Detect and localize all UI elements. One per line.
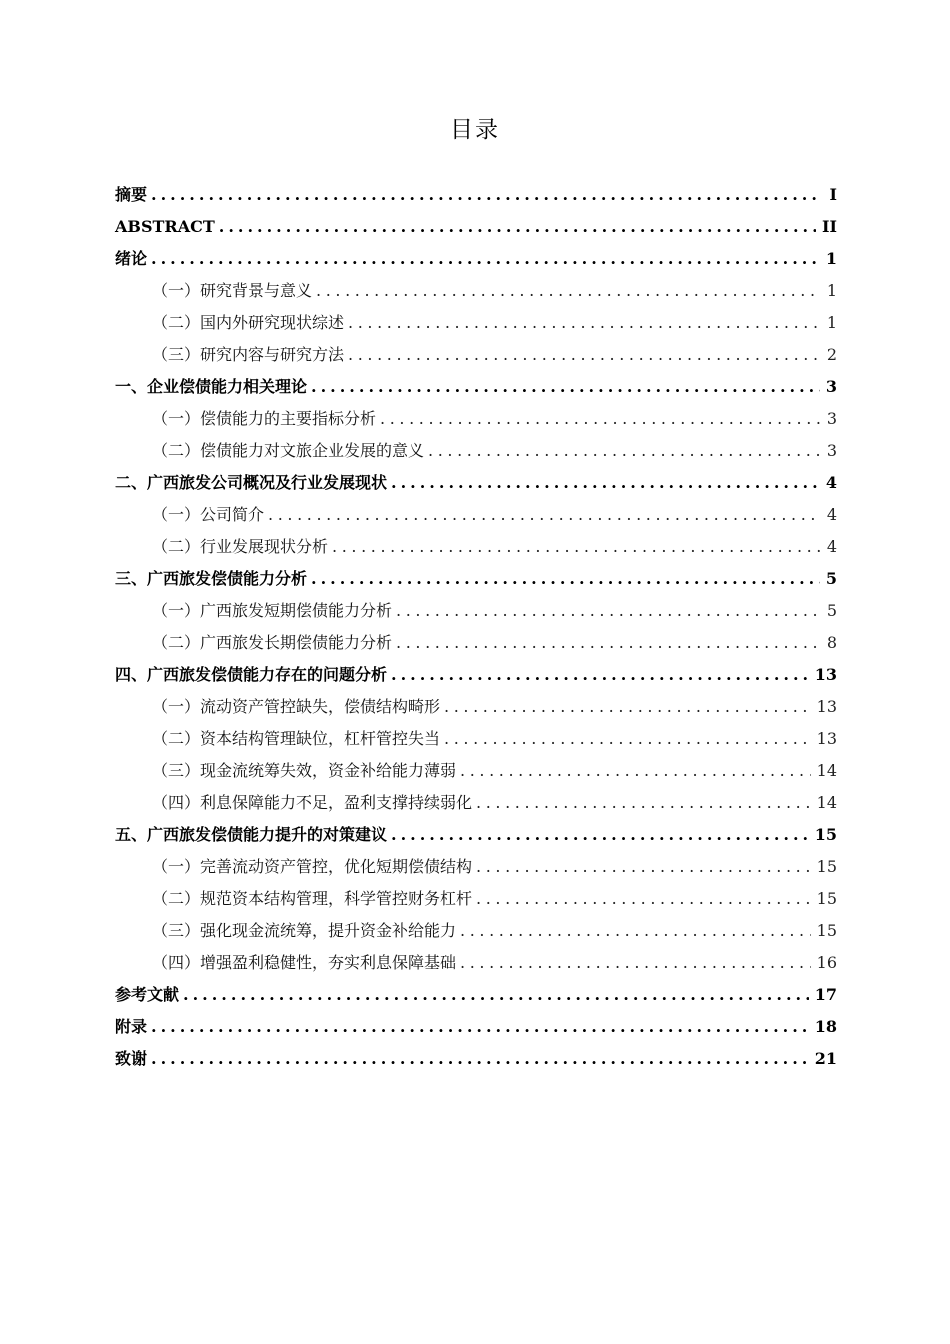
- toc-section-entry[interactable]: [115, 435, 837, 467]
- toc-dot-leader: [444, 691, 811, 723]
- toc-entry-label: （二）资本结构管理缺位，杠杆管控失当: [152, 729, 441, 748]
- toc-chapter-entry[interactable]: [115, 1011, 837, 1043]
- toc-dot-leader: [151, 1011, 809, 1043]
- toc-entry-label: （二）行业发展现状分析: [152, 537, 329, 556]
- toc-page-number: 1: [826, 281, 837, 300]
- toc-entry-label: 参考文献: [115, 985, 180, 1004]
- toc-page-number: 15: [814, 825, 837, 844]
- toc-section-entry[interactable]: [115, 851, 837, 883]
- toc-entry-label: ABSTRACT: [115, 217, 215, 236]
- toc-chapter-entry[interactable]: [115, 563, 837, 595]
- toc-dot-leader: [391, 819, 809, 851]
- toc-dot-leader: [444, 723, 811, 755]
- toc-dot-leader: [476, 883, 811, 915]
- toc-entry-label: 二、广西旅发公司概况及行业发展现状: [115, 473, 388, 492]
- toc-dot-leader: [428, 435, 821, 467]
- toc-dot-leader: [396, 595, 821, 627]
- toc-dot-leader: [391, 467, 820, 499]
- toc-dot-leader: [348, 339, 821, 371]
- toc-page-number: 1: [826, 313, 837, 332]
- toc-entry-label: （三）现金流统筹失效，资金补给能力薄弱: [152, 761, 457, 780]
- toc-section-entry[interactable]: [115, 531, 837, 563]
- toc-entry-label: （二）偿债能力对文旅企业发展的意义: [152, 441, 425, 460]
- toc-dot-leader: [183, 979, 809, 1011]
- toc-page-number: 16: [816, 953, 837, 972]
- toc-chapter-entry[interactable]: [115, 819, 837, 851]
- toc-page-number: 4: [825, 473, 837, 492]
- toc-dot-leader: [151, 179, 821, 211]
- toc-chapter-entry[interactable]: [115, 211, 837, 243]
- toc-page-number: 15: [816, 857, 837, 876]
- toc-section-entry[interactable]: [115, 499, 837, 531]
- toc-dot-leader: [476, 787, 811, 819]
- toc-page-number: 2: [826, 345, 837, 364]
- toc-dot-leader: [311, 563, 820, 595]
- toc-entry-label: （四）利息保障能力不足，盈利支撑持续弱化: [152, 793, 473, 812]
- toc-dot-leader: [380, 403, 821, 435]
- toc-dot-leader: [460, 755, 811, 787]
- toc-page-number: 21: [814, 1049, 837, 1068]
- toc-entry-label: （四）增强盈利稳健性，夯实利息保障基础: [152, 953, 457, 972]
- toc-page-number: 13: [816, 729, 837, 748]
- toc-dot-leader: [476, 851, 811, 883]
- toc-page-number: 18: [814, 1017, 837, 1036]
- toc-chapter-entry[interactable]: [115, 467, 837, 499]
- toc-dot-leader: [332, 531, 821, 563]
- toc-page-number: 15: [816, 921, 837, 940]
- toc-section-entry[interactable]: [115, 691, 837, 723]
- toc-section-entry[interactable]: [115, 787, 837, 819]
- toc-section-entry[interactable]: [115, 307, 837, 339]
- toc-dot-leader: [396, 627, 821, 659]
- toc-entry-label: （一）公司简介: [152, 505, 265, 524]
- toc-entry-label: （二）规范资本结构管理，科学管控财务杠杆: [152, 889, 473, 908]
- toc-page-number: 17: [814, 985, 837, 1004]
- toc-page-number: 4: [826, 537, 837, 556]
- toc-section-entry[interactable]: [115, 275, 837, 307]
- toc-page-number: 14: [816, 793, 837, 812]
- toc-entry-label: （三）研究内容与研究方法: [152, 345, 345, 364]
- toc-page-number: 5: [826, 601, 837, 620]
- toc-section-entry[interactable]: [115, 403, 837, 435]
- toc-page-number: II: [822, 217, 837, 236]
- toc-chapter-entry[interactable]: [115, 659, 837, 691]
- page-title: 目录: [450, 117, 500, 143]
- toc-entry-label: 附录: [115, 1017, 148, 1036]
- toc-entry-label: （一）广西旅发短期偿债能力分析: [152, 601, 393, 620]
- toc-page-number: 3: [825, 377, 837, 396]
- toc-section-entry[interactable]: [115, 755, 837, 787]
- toc-entry-label: （二）国内外研究现状综述: [152, 313, 345, 332]
- toc-page-number: 15: [816, 889, 837, 908]
- toc-section-entry[interactable]: [115, 915, 837, 947]
- toc-entry-label: （一）完善流动资产管控，优化短期偿债结构: [152, 857, 473, 876]
- toc-page-number: 3: [826, 409, 837, 428]
- toc-page-number: 1: [825, 249, 837, 268]
- toc-dot-leader: [311, 371, 820, 403]
- toc-entry-label: 绪论: [115, 249, 148, 268]
- toc-entry-label: 三、广西旅发偿债能力分析: [115, 569, 308, 588]
- toc-page-number: 3: [826, 441, 837, 460]
- toc-dot-leader: [460, 915, 811, 947]
- toc-chapter-entry[interactable]: [115, 371, 837, 403]
- toc-chapter-entry[interactable]: [115, 979, 837, 1011]
- table-of-contents: [115, 179, 837, 1075]
- toc-entry-label: 五、广西旅发偿债能力提升的对策建议: [115, 825, 388, 844]
- toc-section-entry[interactable]: [115, 339, 837, 371]
- toc-section-entry[interactable]: [115, 723, 837, 755]
- toc-entry-label: （一）研究背景与意义: [152, 281, 313, 300]
- toc-page-number: I: [829, 185, 837, 204]
- toc-page-number: 14: [816, 761, 837, 780]
- toc-entry-label: （三）强化现金流统筹，提升资金补给能力: [152, 921, 457, 940]
- toc-dot-leader: [151, 1043, 809, 1075]
- toc-entry-label: 摘要: [115, 185, 148, 204]
- toc-section-entry[interactable]: [115, 883, 837, 915]
- toc-page-number: 5: [825, 569, 837, 588]
- toc-page-number: 4: [826, 505, 837, 524]
- toc-section-entry[interactable]: [115, 595, 837, 627]
- toc-dot-leader: [268, 499, 821, 531]
- toc-dot-leader: [316, 275, 821, 307]
- toc-entry-label: 四、广西旅发偿债能力存在的问题分析: [115, 665, 388, 684]
- toc-entry-label: （一）偿债能力的主要指标分析: [152, 409, 377, 428]
- toc-dot-leader: [391, 659, 809, 691]
- toc-dot-leader: [219, 211, 816, 243]
- toc-dot-leader: [460, 947, 811, 979]
- toc-entry-label: （一）流动资产管控缺失，偿债结构畸形: [152, 697, 441, 716]
- toc-chapter-entry[interactable]: [115, 243, 837, 275]
- toc-dot-leader: [348, 307, 821, 339]
- toc-page-number: 13: [816, 697, 837, 716]
- toc-chapter-entry[interactable]: [115, 179, 837, 211]
- toc-section-entry[interactable]: [115, 947, 837, 979]
- toc-dot-leader: [151, 243, 820, 275]
- toc-entry-label: 一、企业偿债能力相关理论: [115, 377, 308, 396]
- toc-page-number: 8: [826, 633, 837, 652]
- toc-page-number: 13: [814, 665, 837, 684]
- toc-entry-label: 致谢: [115, 1049, 148, 1068]
- toc-chapter-entry[interactable]: [115, 1043, 837, 1075]
- toc-section-entry[interactable]: [115, 627, 837, 659]
- toc-entry-label: （二）广西旅发长期偿债能力分析: [152, 633, 393, 652]
